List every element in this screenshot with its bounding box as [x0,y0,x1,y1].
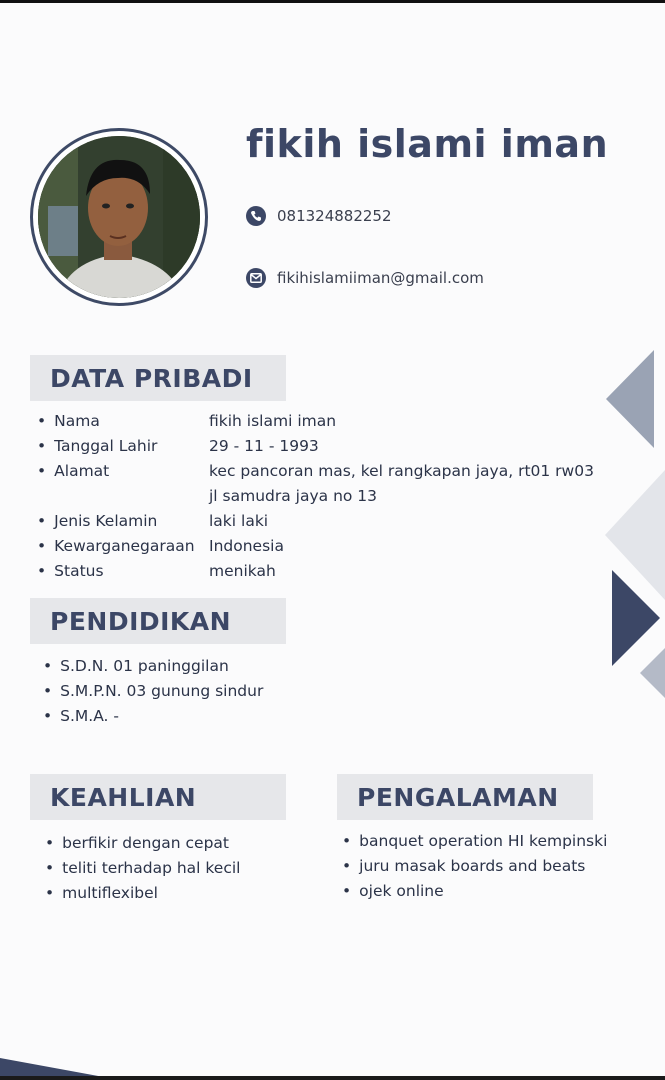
list-item: • teliti terhadap hal kecil [45,856,240,881]
list-item: • berfikir dengan cepat [45,831,240,856]
list-item: • S.D.N. 01 paninggilan [43,654,263,679]
email-icon [246,268,266,288]
info-label: • Nama [37,409,100,434]
deco-triangle-gray [606,350,654,448]
info-label: • Kewarganegaraan [37,534,195,559]
list-item: • juru masak boards and beats [342,854,607,879]
full-name: fikih islami iman [246,122,609,166]
info-value: jl samudra jaya no 13 [209,487,378,505]
info-value: laki laki [209,512,269,530]
email-address: fikihislamiiman@gmail.com [277,269,484,287]
info-label: • Jenis Kelamin [37,509,157,534]
phone-number: 081324882252 [277,207,392,225]
email-contact [246,268,484,288]
phone-contact [246,206,392,226]
pendidikan-list [43,654,263,729]
section-title-pendidikan: PENDIDIKAN [30,598,286,644]
info-value: Indonesia [209,537,284,555]
deco-triangle-small [640,648,665,698]
section-title-keahlian: KEAHLIAN [30,774,286,820]
profile-photo [38,136,200,298]
info-value: kec pancoran mas, kel rangkapan jaya, rt01 rw03 [209,462,594,480]
phone-icon [246,206,266,226]
info-value: fikih islami iman [209,412,337,430]
list-item: • S.M.P.N. 03 gunung sindur [43,679,263,704]
info-label: • Status [37,559,104,584]
pengalaman-list [342,829,607,904]
list-item: • multiflexibel [45,881,240,906]
info-label: • Alamat [37,459,109,484]
info-label: • Tanggal Lahir [37,434,157,459]
bottom-decoration [0,1050,665,1080]
section-title-pengalaman: PENGALAMAN [337,774,593,820]
info-value: menikah [209,562,276,580]
keahlian-list [45,831,240,906]
section-title-data-pribadi: DATA PRIBADI [30,355,286,401]
list-item: • banquet operation HI kempinski [342,829,607,854]
list-item: • ojek online [342,879,607,904]
info-value: 29 - 11 - 1993 [209,437,319,455]
profile-photo-frame [30,128,208,306]
list-item: • S.M.A. - [43,704,263,729]
